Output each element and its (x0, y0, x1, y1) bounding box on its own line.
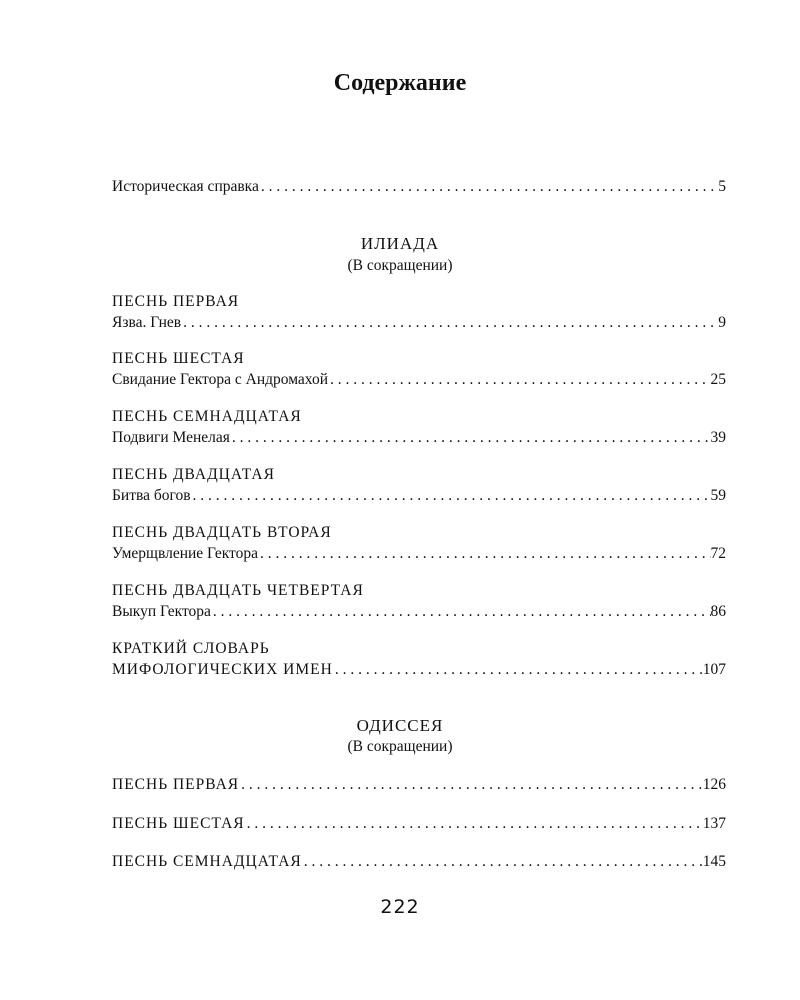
entry-page-number: 39 (710, 429, 726, 446)
toc-entry[interactable] (112, 429, 726, 447)
dot-leader (258, 545, 711, 563)
entry-page-number: 145 (702, 853, 726, 870)
entry-label: ПЕСНЬ СЕМНАДЦАТАЯ (112, 853, 302, 870)
toc-entry[interactable] (112, 776, 726, 794)
dot-leader (328, 371, 711, 389)
section-subtitle-iliad: (В сокращении) (347, 257, 453, 274)
dot-leader (191, 487, 711, 505)
dot-leader (333, 661, 703, 679)
toc-entry[interactable] (112, 487, 726, 505)
entry-page-number: 5 (718, 178, 726, 195)
entry-label: МИФОЛОГИЧЕСКИХ ИМЕН (112, 661, 333, 678)
dot-leader (245, 815, 703, 833)
song-heading: ПЕСНЬ ПЕРВАЯ (112, 293, 240, 310)
toc-entry[interactable] (112, 314, 726, 332)
entry-label: Выкуп Гектора (112, 603, 211, 620)
entry-page-number: 137 (702, 815, 726, 832)
toc-entry[interactable] (112, 815, 726, 833)
song-heading: ПЕСНЬ ДВАДЦАТАЯ (112, 466, 275, 483)
dot-leader (239, 776, 703, 794)
toc-entry-intro[interactable] (112, 178, 726, 196)
entry-page-number: 9 (718, 314, 726, 331)
toc-entry-dictionary[interactable] (112, 661, 726, 679)
song-heading: ПЕСНЬ ДВАДЦАТЬ ЧЕТВЕРТАЯ (112, 582, 364, 599)
entry-page-number: 59 (710, 487, 726, 504)
section-title-odyssey: ОДИССЕЯ (356, 716, 444, 735)
entry-label: Умерщвление Гектора (112, 545, 258, 562)
dot-leader (302, 853, 703, 871)
section-title-iliad: ИЛИАДА (360, 234, 440, 253)
entry-page-number: 72 (710, 545, 726, 562)
song-heading: ПЕСНЬ СЕМНАДЦАТАЯ (112, 408, 302, 425)
page-title: Содержание (333, 70, 467, 96)
page-number-folio: 222 (380, 896, 420, 918)
entry-label: ПЕСНЬ ШЕСТАЯ (112, 815, 245, 832)
toc-entry[interactable] (112, 603, 726, 621)
dot-leader (211, 603, 711, 621)
entry-label: ПЕСНЬ ПЕРВАЯ (112, 776, 240, 793)
dot-leader (230, 429, 711, 447)
entry-label: Подвиги Менелая (112, 429, 230, 446)
entry-page-number: 126 (702, 776, 726, 793)
entry-page-number: 25 (710, 371, 726, 388)
toc-entry[interactable] (112, 371, 726, 389)
entry-label: Язва. Гнев (112, 314, 182, 331)
entry-label: Свидание Гектора с Андромахой (112, 371, 328, 388)
song-heading: ПЕСНЬ ДВАДЦАТЬ ВТОРАЯ (112, 524, 332, 541)
dot-leader (259, 178, 718, 196)
entry-page-number: 107 (702, 661, 726, 678)
entry-label: Битва богов (112, 487, 191, 504)
entry-page-number: 86 (710, 603, 726, 620)
dot-leader (181, 314, 718, 332)
song-heading: ПЕСНЬ ШЕСТАЯ (112, 350, 245, 367)
entry-label: Историческая справка (112, 178, 259, 195)
toc-entry[interactable] (112, 545, 726, 563)
toc-entry[interactable] (112, 853, 726, 871)
section-subtitle-odyssey: (В сокращении) (347, 738, 453, 755)
dictionary-heading: КРАТКИЙ СЛОВАРЬ (112, 640, 270, 657)
